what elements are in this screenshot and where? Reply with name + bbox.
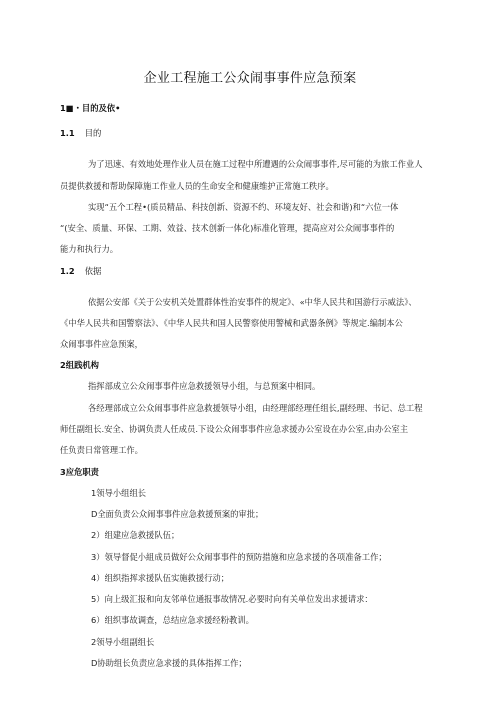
section-3-heading: 3应危职责: [60, 467, 99, 477]
section-title: 目的: [84, 128, 102, 138]
list-item: 6）组织事故调查，总结应急求援经粉教训。: [91, 615, 254, 625]
list-item: 3）领导督促小組成员做好公众闹事事件的预防措施和应急求援的各项准备工作；: [91, 552, 387, 562]
list-item: 4）组织指挥求援队伍实施救援行动；: [91, 573, 230, 583]
paragraph-line: 能力和执行力。: [60, 244, 119, 254]
subsection-heading: 1领导小组组长: [91, 488, 147, 498]
paragraph-line: 各经理部成立公众闹事事件应急救援领导小组，由经理部经理任组长,副经理、书记、总工程: [88, 403, 423, 413]
list-item: D全面负责公众闹事事件应急救援预案的审批；: [91, 509, 264, 519]
paragraph-line: 《中华人民共和国警察法》、《中华人民共和国人民警察使用警械和武器条例》等规定.编制本公: [60, 318, 403, 328]
list-item: 2）组建应急救援队伍；: [91, 530, 180, 540]
paragraph-line: “(安全、质量、环保、工期、效益、技术创新一体化)标准化管理，提高应对公众闹事事件的: [60, 223, 395, 233]
paragraph-line: 依据公安部《关于公安机关处置群体性治安事件的规定》、«中华人民共和国游行示威法》、: [88, 297, 417, 307]
section-1-2-heading: [60, 265, 101, 277]
section-1-1-heading: [60, 127, 101, 139]
section-1-heading: 1■・目的及依•: [60, 103, 121, 113]
paragraph-line: 师任副组长.安全、协调负责人任成员.下设公众闹事事件应急求援办公室设在办公室,由办公室主: [60, 424, 409, 434]
paragraph-line: 任负责日常管理工作。: [60, 445, 143, 455]
paragraph-line: 实现“五个工程•(质员精品、科技创新、资源不约、环境友好、社会和谐)和“六位一体: [88, 202, 399, 212]
section-number: 1.2: [60, 266, 75, 276]
section-number: 1.1: [60, 128, 75, 138]
list-item: D协助组长负责应急求援的具体指挥工作；: [91, 658, 247, 668]
section-title: 依据: [84, 266, 102, 276]
section-2-heading: 2组践机构: [60, 360, 99, 370]
list-item: 5）向上级汇报和向友邻单位通报事故情况.必要时向有关单位发出求援请求：: [91, 594, 373, 604]
subsection-heading: 2领导小组副组长: [91, 637, 155, 647]
paragraph-line: 指挥部成立公众闹事事件应急救援领导小组，与总预案中相同。: [88, 381, 321, 391]
paragraph-line: 为了迅速、有效地处理作业人员在施工过程中所遭遇的公众闹事事件,尽可能的为旅工作业人: [88, 159, 423, 169]
paragraph-line: 众闹事事件应急预案，: [60, 339, 143, 349]
document-title: 企业工程施工公众闹事事件应急预案: [143, 71, 357, 86]
paragraph-line: 员提供救援和帮助保障施工作业人员的生命安全和健康维护正常施工秩序。: [60, 181, 334, 191]
